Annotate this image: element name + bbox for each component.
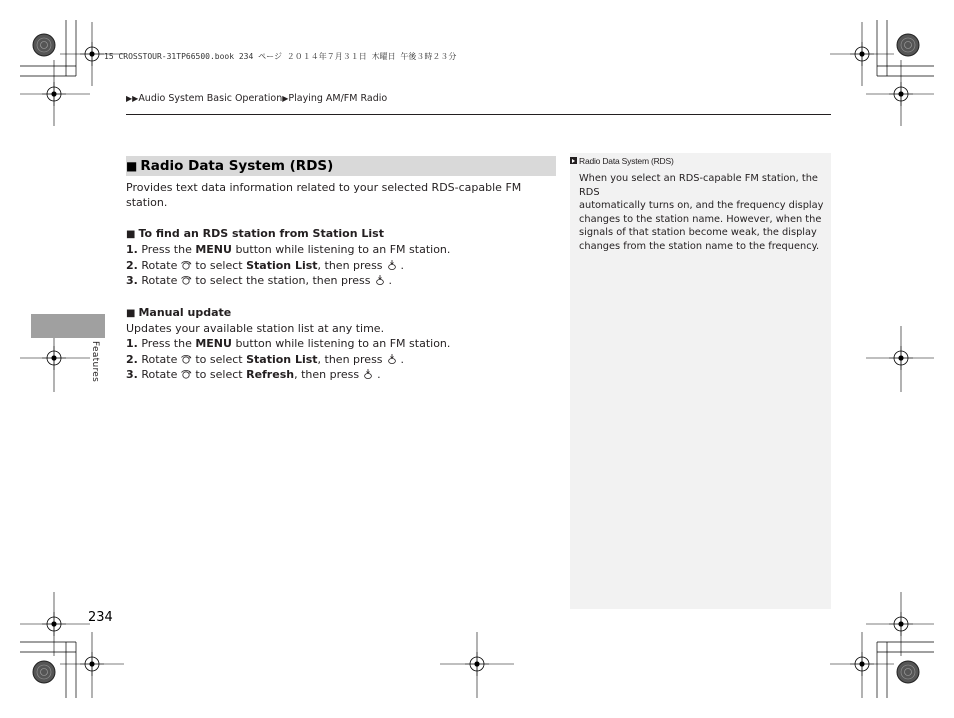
selector-knob-rotate-icon: [180, 368, 192, 380]
subheading-manual-update: ■ Manual update: [126, 305, 232, 319]
section-square-icon: ■: [126, 159, 138, 173]
selector-knob-rotate-icon: [180, 353, 192, 365]
reference-arrow-icon: [570, 157, 577, 164]
selector-knob-press-icon: [386, 353, 398, 365]
step: 2. Rotate to select Station List, then press .: [126, 352, 405, 366]
selector-knob-press-icon: [386, 259, 398, 271]
selector-knob-rotate-icon: [180, 274, 192, 286]
manual-update-intro: Updates your available station list at any time.: [126, 321, 385, 335]
selector-knob-press-icon: [362, 368, 374, 380]
side-tab: [31, 314, 105, 338]
header-divider: [126, 114, 831, 115]
step: 1. Press the MENU button while listening to an FM station.: [126, 337, 451, 350]
subheading-square-icon: ■: [126, 229, 136, 240]
sidebar-line: automatically turns on, and the frequency display: [579, 200, 824, 212]
sidebar-reference[interactable]: Radio Data System (RDS): [570, 156, 674, 166]
breadcrumb-arrow-icon: ▶: [282, 94, 289, 103]
selector-knob-press-icon: [374, 274, 386, 286]
side-tab-label: Features: [90, 341, 100, 383]
step: 3. Rotate to select the station, then press .: [126, 274, 392, 287]
sidebar-line: changes from the station name to the frequency.: [579, 240, 820, 252]
sidebar-notes: [570, 153, 831, 609]
section-title: Radio Data System (RDS): [140, 158, 334, 174]
breadcrumb: [126, 93, 387, 104]
selector-knob-rotate-icon: [180, 259, 192, 271]
breadcrumb-item[interactable]: Playing AM/FM Radio: [288, 93, 388, 104]
subheading-square-icon: ■: [126, 307, 136, 319]
sidebar-line: changes to the station name. However, when the: [579, 213, 822, 225]
print-header: 15 CROSSTOUR-31TP66500.book 234 ページ ２０１４年７月３１日 木曜日 午後３時２３分: [104, 52, 457, 61]
step: 1. Press the MENU button while listening to an FM station.: [126, 243, 451, 256]
breadcrumb-arrow-icon: ▶▶: [126, 94, 139, 103]
page-number: 234: [88, 610, 113, 625]
section-intro: Provides text data information related to your selected RDS-capable FM station.: [126, 181, 522, 209]
step: 2. Rotate to select Station List, then press .: [126, 258, 405, 272]
sidebar-line: signals of that station become weak, the display: [579, 227, 817, 239]
sidebar-line: When you select an RDS-capable FM station, the RDS: [579, 173, 818, 198]
step: 3. Rotate to select Refresh, then press .: [126, 368, 381, 381]
sidebar-body: [579, 172, 827, 254]
subheading-find-station: ■ To find an RDS station from Station List: [126, 227, 384, 240]
breadcrumb-item[interactable]: Audio System Basic Operation: [138, 93, 283, 104]
main-content: [126, 156, 556, 383]
section-title-bar: [126, 156, 556, 176]
